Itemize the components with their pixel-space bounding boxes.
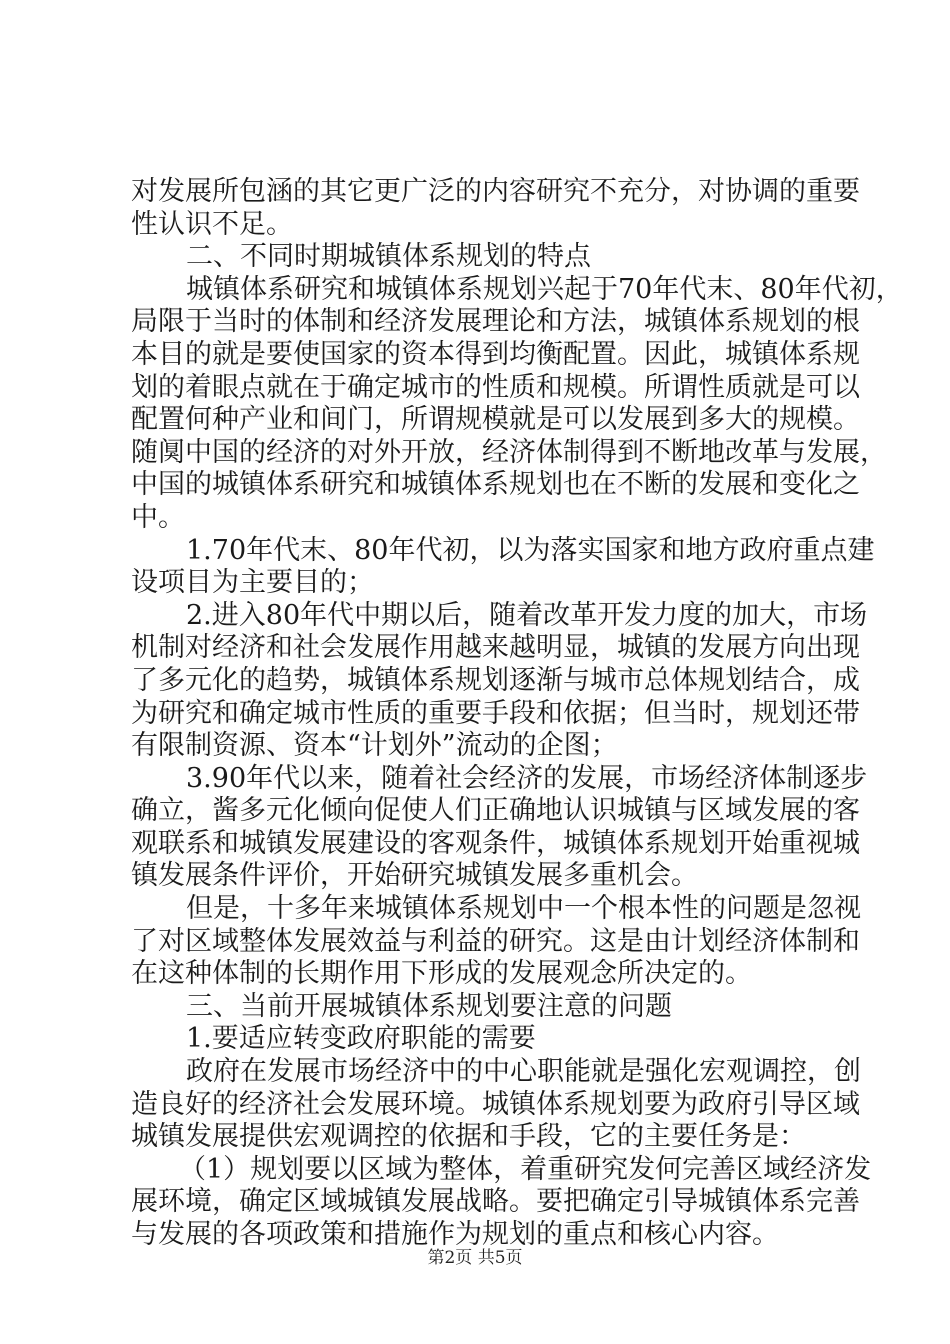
text-line: 1.要适应转变政府职能的需要 <box>186 1023 536 1055</box>
text-line: 1.70年代末、80年代初，以为落实国家和地方政府重点建 <box>186 534 875 566</box>
text-line: 三、当前开展城镇体系规划要注意的问题 <box>186 990 672 1022</box>
text-line: 在这种体制的长期作用下形成的发展观念所决定的。 <box>131 958 752 990</box>
text-line: 了对区域整体发展效益与利益的研究。这是由计划经济体制和 <box>131 925 860 957</box>
text-line: （1）规划要以区域为整体，着重研究发何完善区域经济发 <box>179 1153 872 1185</box>
text-line: 但是，十多年来城镇体系规划中一个根本性的问题是忽视 <box>186 893 861 925</box>
text-line: 随阒中国的经济的对外开放，经济体制得到不断地改革与发展， <box>131 436 887 468</box>
text-line: 机制对经济和社会发展作用越来越明显，城镇的发展方向出现 <box>131 632 860 664</box>
text-line: 有限制资源、资本“计划外”流动的企图； <box>131 730 618 762</box>
text-line: 性认识不足。 <box>131 208 293 240</box>
document-body <box>131 176 903 1252</box>
text-line: 造良好的经济社会发展环境。城镇体系规划要为政府引导区域 <box>131 1088 860 1120</box>
text-line: 城镇发展提供宏观调控的依据和手段，它的主要任务是： <box>131 1121 806 1153</box>
page-number-footer: 第2页 共5页 <box>427 1248 523 1268</box>
text-line: 与发展的各项政策和措施作为规划的重点和核心内容。 <box>131 1219 779 1250</box>
text-line: 中国的城镇体系研究和城镇体系规划也在不断的发展和变化之 <box>131 469 860 501</box>
text-line: 3.90年代以来，随着社会经济的发展，市场经济体制逐步 <box>186 762 868 794</box>
text-line: 二、不同时期城镇体系规划的特点 <box>186 241 591 273</box>
text-line: 2.进入80年代中期以后，随着改革开发力度的加大，市场 <box>186 599 868 631</box>
text-line: 镇发展条件评价，开始研究城镇发展多重机会。 <box>131 860 698 892</box>
text-line: 了多元化的趋势，城镇体系规划逐渐与城市总体规划结合，成 <box>131 664 860 696</box>
text-line: 城镇体系研究和城镇体系规划兴起于70年代末、80年代初， <box>186 273 903 305</box>
text-line: 配置何种产业和间门，所谓规模就是可以发展到多大的规模。 <box>131 404 860 436</box>
text-line: 中。 <box>131 501 185 533</box>
text-line: 对发展所包涵的其它更广泛的内容研究不充分，对协调的重要 <box>131 176 860 207</box>
text-line: 本目的就是要使国家的资本得到均衡配置。因此，城镇体系规 <box>131 338 860 370</box>
text-line: 政府在发展市场经济中的中心职能就是强化宏观调控，创 <box>186 1056 861 1088</box>
text-line: 为研究和确定城市性质的重要手段和依据；但当时，规划还带 <box>131 697 860 729</box>
text-line: 观联系和城镇发展建设的客观条件，城镇体系规划开始重视城 <box>131 827 860 859</box>
text-line: 确立，酱多元化倾向促使人们正确地认识城镇与区域发展的客 <box>131 795 860 827</box>
text-line: 划的着眼点就在于确定城市的性质和规模。所谓性质就是可以 <box>131 371 860 403</box>
text-line: 设项目为主要目的； <box>131 567 374 599</box>
text-line: 展环境，确定区域城镇发展战略。要把确定引导城镇体系完善 <box>131 1186 860 1218</box>
text-line: 局限于当时的体制和经济发展理论和方法，城镇体系规划的根 <box>131 306 860 338</box>
